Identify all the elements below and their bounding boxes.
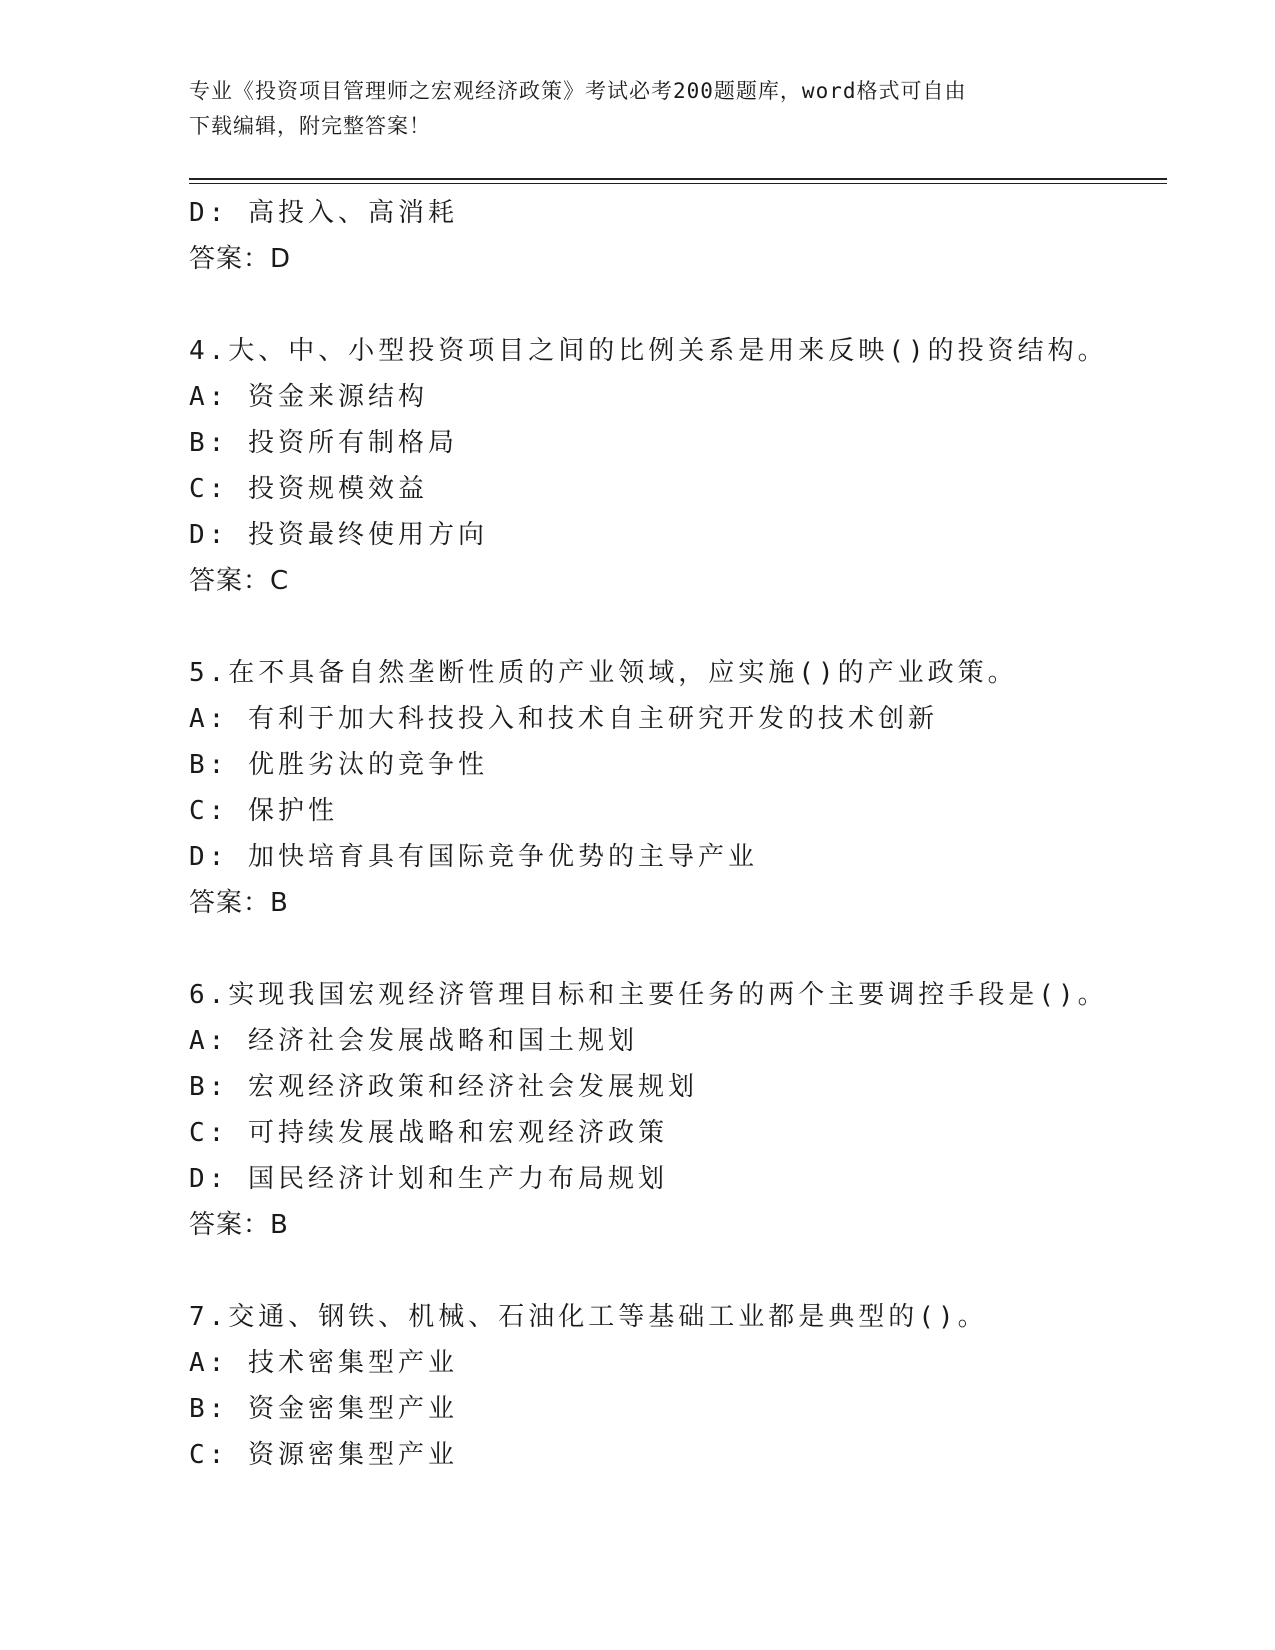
header-line-1: 专业《投资项目管理师之宏观经济政策》考试必考200题题库，word格式可自由 bbox=[189, 79, 967, 103]
question-text: 4.大、中、小型投资项目之间的比例关系是用来反映()的投资结构。 bbox=[189, 336, 1108, 366]
option-d: D: 投资最终使用方向 bbox=[189, 520, 488, 550]
option-c: C: 可持续发展战略和宏观经济政策 bbox=[189, 1118, 668, 1148]
option-b: B: 宏观经济政策和经济社会发展规划 bbox=[189, 1072, 698, 1102]
option-d: D: 国民经济计划和生产力布局规划 bbox=[189, 1164, 668, 1194]
header-divider-thick bbox=[189, 178, 1167, 180]
question-list bbox=[189, 190, 1169, 1478]
header-line-2: 下载编辑，附完整答案！ bbox=[189, 114, 431, 138]
continued-question bbox=[189, 190, 1169, 282]
option-a: A: 技术密集型产业 bbox=[189, 1348, 458, 1378]
header-divider-thin bbox=[189, 183, 1167, 184]
question-7 bbox=[189, 1294, 1169, 1478]
option-c: C: 资源密集型产业 bbox=[189, 1440, 458, 1470]
question-text: 7.交通、钢铁、机械、石油化工等基础工业都是典型的()。 bbox=[189, 1302, 988, 1332]
option-c: C: 投资规模效益 bbox=[189, 474, 428, 504]
answer-line: 答案：B bbox=[189, 888, 289, 918]
option-d: D: 加快培育具有国际竞争优势的主导产业 bbox=[189, 842, 758, 872]
document-header bbox=[189, 74, 1089, 144]
option-a: A: 有利于加大科技投入和技术自主研究开发的技术创新 bbox=[189, 704, 938, 734]
question-text: 5.在不具备自然垄断性质的产业领域，应实施()的产业政策。 bbox=[189, 658, 1018, 688]
option-a: A: 资金来源结构 bbox=[189, 382, 428, 412]
option-b: B: 优胜劣汰的竞争性 bbox=[189, 750, 488, 780]
question-text: 6.实现我国宏观经济管理目标和主要任务的两个主要调控手段是()。 bbox=[189, 980, 1108, 1010]
answer-line: 答案：B bbox=[189, 1210, 289, 1240]
question-6 bbox=[189, 972, 1169, 1248]
option-b: B: 资金密集型产业 bbox=[189, 1394, 458, 1424]
answer-line: 答案：C bbox=[189, 566, 290, 596]
answer-line: 答案：D bbox=[189, 244, 292, 274]
option-c: C: 保护性 bbox=[189, 796, 338, 826]
option-d: D: 高投入、高消耗 bbox=[189, 198, 458, 228]
option-a: A: 经济社会发展战略和国土规划 bbox=[189, 1026, 638, 1056]
question-4 bbox=[189, 328, 1169, 604]
option-b: B: 投资所有制格局 bbox=[189, 428, 458, 458]
question-5 bbox=[189, 650, 1169, 926]
